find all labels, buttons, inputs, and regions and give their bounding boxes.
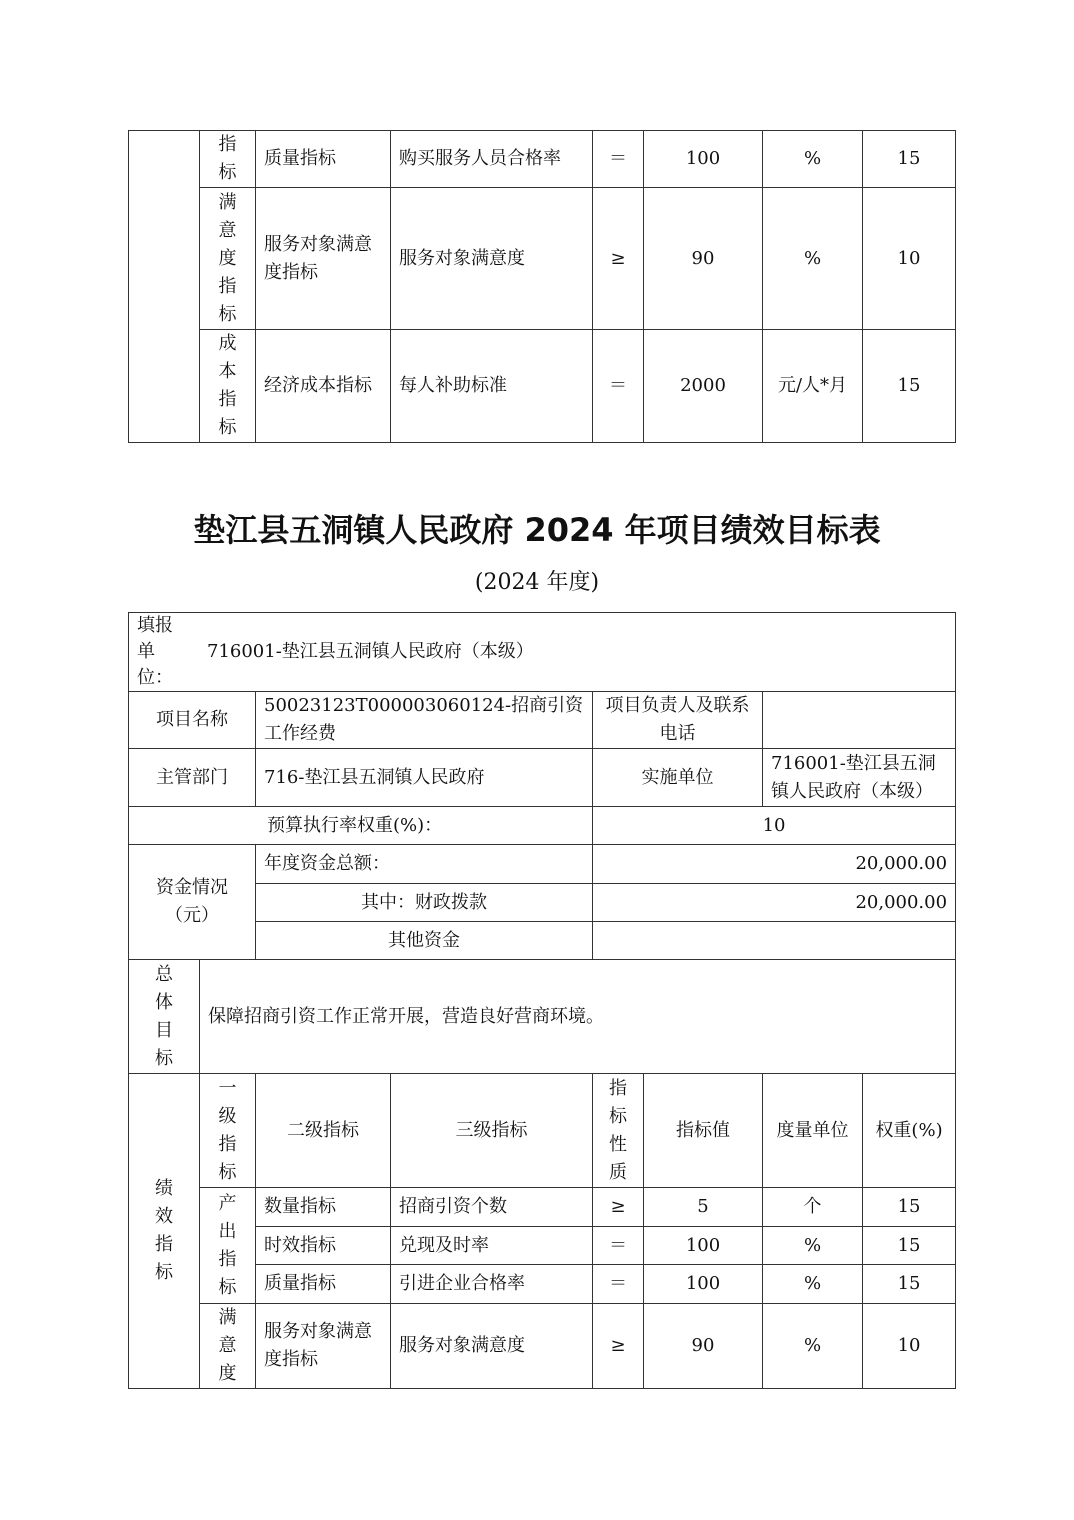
level1-cell: 指标 xyxy=(200,131,256,188)
project-name-label: 项目名称 xyxy=(129,692,256,749)
value-cell: 100 xyxy=(644,131,763,188)
level1-cell: 成本指标 xyxy=(200,330,256,443)
blank-cell xyxy=(129,131,200,443)
level2-cell: 数量指标 xyxy=(256,1188,391,1227)
value-cell: 100 xyxy=(644,1265,763,1304)
impl-value: 716001-垫江县五洞镇人民政府（本级） xyxy=(763,749,956,807)
weight-cell: 15 xyxy=(863,1265,956,1304)
funds-label: 资金情况（元） xyxy=(129,845,256,960)
nature-cell: ＝ xyxy=(593,330,644,443)
level2-cell: 质量指标 xyxy=(256,131,391,188)
unit-cell: % xyxy=(763,1265,863,1304)
table-row xyxy=(129,330,956,443)
level2-cell: 质量指标 xyxy=(256,1265,391,1304)
unit-cell: % xyxy=(763,188,863,330)
continued-indicator-table xyxy=(128,130,956,443)
budget-rate-label: 预算执行率权重(%)： xyxy=(129,807,593,845)
weight-cell: 10 xyxy=(863,188,956,330)
table-row xyxy=(129,188,956,330)
weight-cell: 15 xyxy=(863,1188,956,1227)
perf-label: 绩效指标 xyxy=(129,1074,200,1389)
fiscal-label: 其中：财政拨款 xyxy=(256,884,593,922)
level3-cell: 购买服务人员合格率 xyxy=(391,131,593,188)
unit-cell: % xyxy=(763,131,863,188)
header-weight: 权重(%) xyxy=(863,1074,956,1188)
filler-row xyxy=(129,613,956,692)
value-cell: 90 xyxy=(644,1304,763,1389)
project-row xyxy=(129,692,956,749)
weight-cell: 15 xyxy=(863,1227,956,1265)
level3-cell: 每人补助标准 xyxy=(391,330,593,443)
unit-cell: % xyxy=(763,1304,863,1389)
value-cell: 90 xyxy=(644,188,763,330)
goal-value: 保障招商引资工作正常开展，营造良好营商环境。 xyxy=(200,960,956,1074)
table-row xyxy=(129,131,956,188)
weight-cell: 10 xyxy=(863,1304,956,1389)
contact-value xyxy=(763,692,956,749)
dept-value: 716-垫江县五洞镇人民政府 xyxy=(256,749,593,807)
header-nature: 指标性质 xyxy=(593,1074,644,1188)
header-level3: 三级指标 xyxy=(391,1074,593,1188)
level3-cell: 兑现及时率 xyxy=(391,1227,593,1265)
table-row xyxy=(129,1304,956,1389)
performance-target-table xyxy=(128,612,956,1389)
project-name-value: 50023123T000003060124-招商引资工作经费 xyxy=(256,692,593,749)
table-row xyxy=(129,1188,956,1227)
fiscal-value: 20,000.00 xyxy=(593,884,956,922)
perf-header-row xyxy=(129,1074,956,1188)
weight-cell: 15 xyxy=(863,330,956,443)
nature-cell: ＝ xyxy=(593,131,644,188)
level1-cell: 满意度指标 xyxy=(200,188,256,330)
annual-total-label: 年度资金总额： xyxy=(256,845,593,884)
filler-value: 716001-垫江县五洞镇人民政府（本级） xyxy=(207,641,534,662)
nature-cell: ＝ xyxy=(593,1227,644,1265)
level2-cell: 时效指标 xyxy=(256,1227,391,1265)
unit-cell: 个 xyxy=(763,1188,863,1227)
dept-row xyxy=(129,749,956,807)
contact-label: 项目负责人及联系电话 xyxy=(593,692,763,749)
level2-cell: 服务对象满意度指标 xyxy=(256,1304,391,1389)
nature-cell: ≥ xyxy=(593,1188,644,1227)
header-level2: 二级指标 xyxy=(256,1074,391,1188)
filler-cell xyxy=(129,613,956,692)
nature-cell: ≥ xyxy=(593,188,644,330)
budget-rate-row xyxy=(129,807,956,845)
value-cell: 2000 xyxy=(644,330,763,443)
value-cell: 5 xyxy=(644,1188,763,1227)
unit-cell: 元/人*月 xyxy=(763,330,863,443)
other-funds-label: 其他资金 xyxy=(256,922,593,960)
value-cell: 100 xyxy=(644,1227,763,1265)
level1-cell: 产出指标 xyxy=(200,1188,256,1304)
level1-cell: 满意度 xyxy=(200,1304,256,1389)
nature-cell: ＝ xyxy=(593,1265,644,1304)
page-subtitle: (2024 年度) xyxy=(474,570,600,595)
weight-cell: 15 xyxy=(863,131,956,188)
header-value: 指标值 xyxy=(644,1074,763,1188)
level3-cell: 引进企业合格率 xyxy=(391,1265,593,1304)
filler-label: 填报单位： xyxy=(137,615,173,688)
annual-total-value: 20,000.00 xyxy=(593,845,956,884)
header-level1: 一级指标 xyxy=(200,1074,256,1188)
level3-cell: 服务对象满意度 xyxy=(391,1304,593,1389)
level2-cell: 经济成本指标 xyxy=(256,330,391,443)
impl-label: 实施单位 xyxy=(593,749,763,807)
level3-cell: 招商引资个数 xyxy=(391,1188,593,1227)
nature-cell: ≥ xyxy=(593,1304,644,1389)
level3-cell: 服务对象满意度 xyxy=(391,188,593,330)
goal-label: 总体目标 xyxy=(129,960,200,1074)
header-unit: 度量单位 xyxy=(763,1074,863,1188)
unit-cell: % xyxy=(763,1227,863,1265)
budget-rate-value: 10 xyxy=(593,807,956,845)
goal-row xyxy=(129,960,956,1074)
level2-cell: 服务对象满意度指标 xyxy=(256,188,391,330)
funds-row xyxy=(129,845,956,884)
other-funds-value xyxy=(593,922,956,960)
dept-label: 主管部门 xyxy=(129,749,256,807)
page-title: 垫江县五洞镇人民政府 2024 年项目绩效目标表 xyxy=(193,511,881,549)
